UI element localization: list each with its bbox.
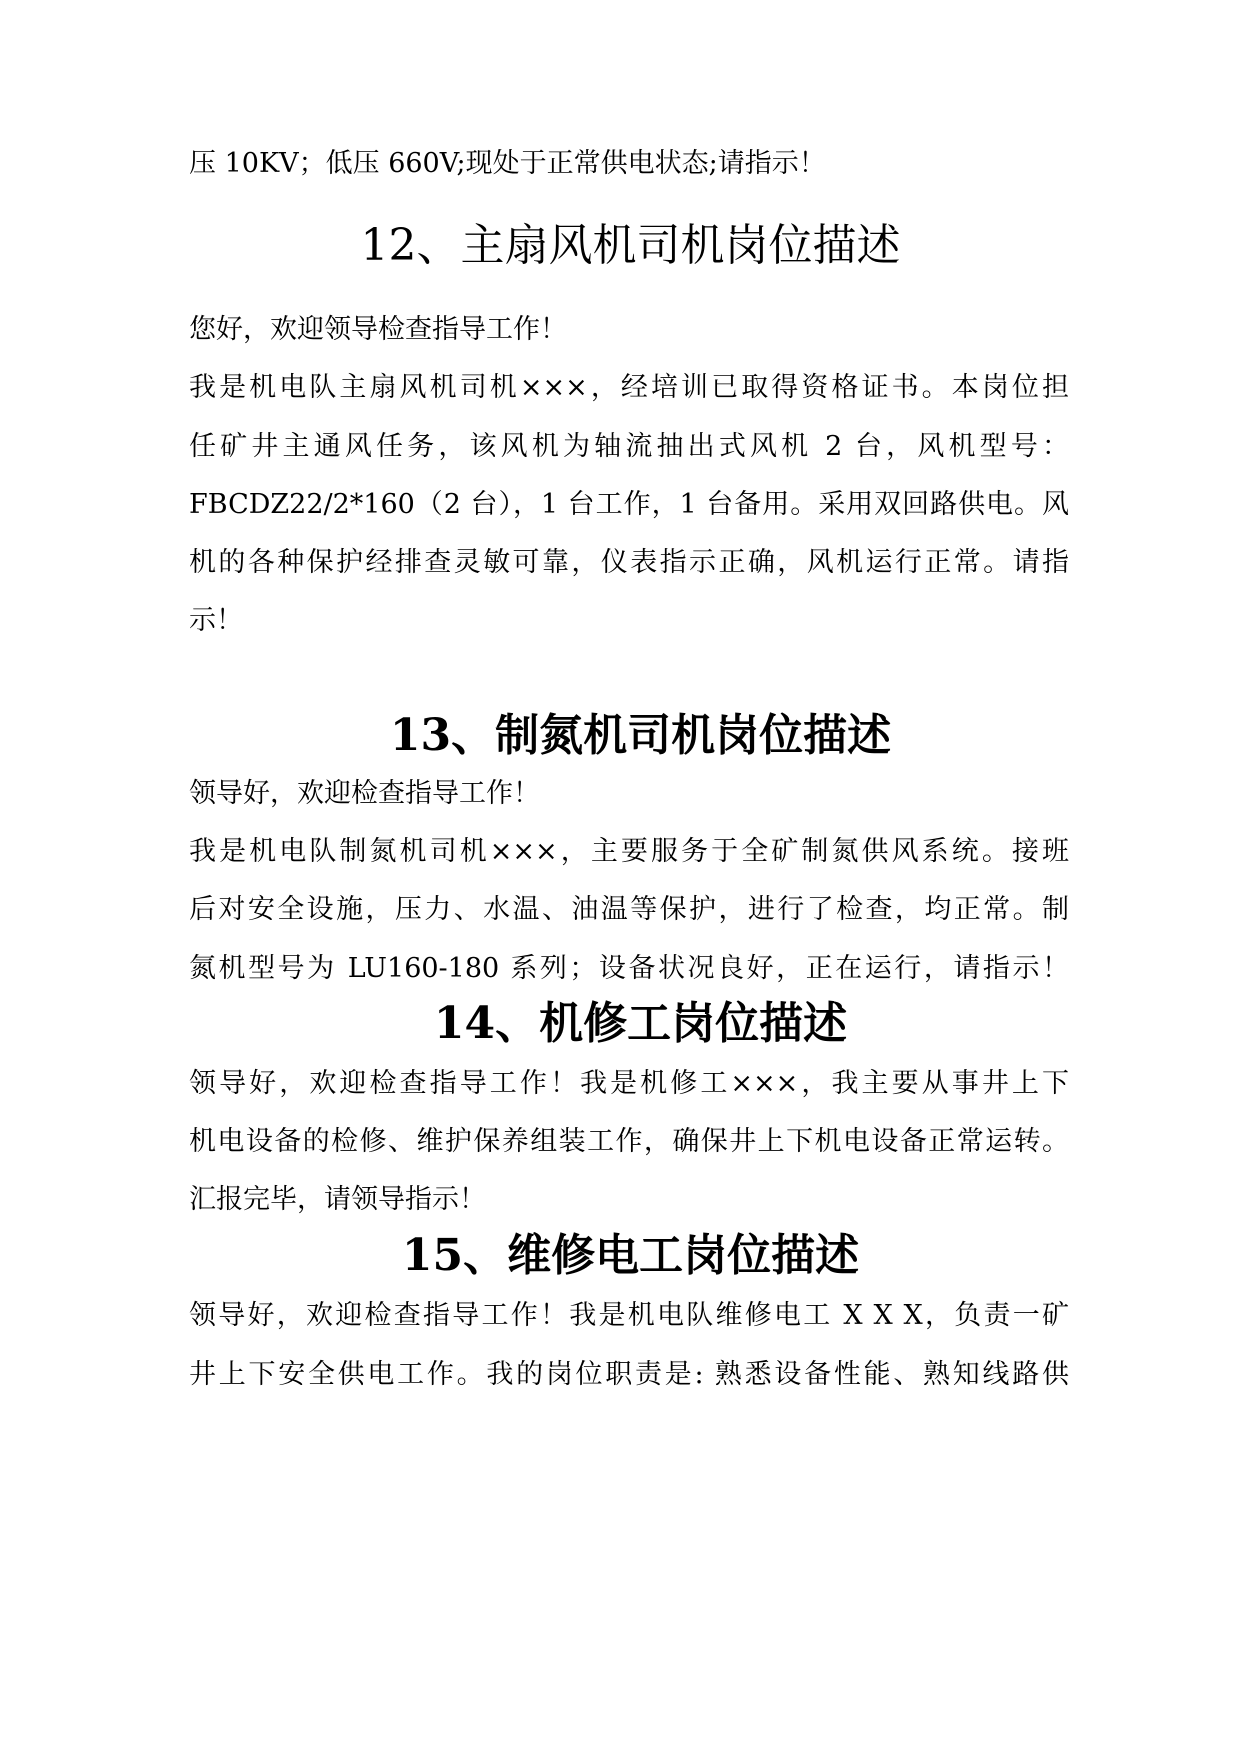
section-15-line-1: 领导好，欢迎检查指导工作！我是机电队维修电工 X X X，负责一矿 (189, 1300, 1069, 1331)
section-14-line-1: 领导好，欢迎检查指导工作！我是机修工×××，我主要从事井上下 (189, 1068, 1069, 1099)
section-13-line-3: 氮机型号为 LU160-180 系列；设备状况良好，正在运行，请指示！ (189, 953, 1069, 984)
section-12-greeting: 您好，欢迎领导检查指导工作！ (189, 314, 567, 345)
section-12-line-2: 任矿井主通风任务，该风机为轴流抽出式风机 2 台，风机型号： (189, 431, 1069, 462)
section-12-heading: 12、主扇风机司机岗位描述 (360, 220, 901, 271)
section-14-line-3: 汇报完毕，请领导指示！ (189, 1184, 486, 1215)
section-12-line-5: 示！ (189, 605, 243, 636)
section-12-line-4: 机的各种保护经排查灵敏可靠，仪表指示正确，风机运行正常。请指 (189, 547, 1069, 578)
section-12-line-3: FBCDZ22/2*160（2 台），1 台工作，1 台备用。采用双回路供电。风 (189, 489, 1069, 520)
intro-line-1: 压 10KV；低压 660V;现处于正常供电状态;请指示！ (189, 148, 826, 179)
section-14-line-2: 机电设备的检修、维护保养组装工作，确保井上下机电设备正常运转。 (189, 1126, 1069, 1157)
section-12-line-1: 我是机电队主扇风机司机×××，经培训已取得资格证书。本岗位担 (189, 372, 1069, 403)
section-13-heading: 13、制氮机司机岗位描述 (389, 710, 892, 761)
section-13-line-1: 我是机电队制氮机司机×××，主要服务于全矿制氮供风系统。接班 (189, 836, 1069, 867)
section-15-line-2: 井上下安全供电工作。我的岗位职责是: 熟悉设备性能、熟知线路供 (189, 1359, 1069, 1390)
section-14-heading: 14、机修工岗位描述 (433, 998, 848, 1049)
section-15-heading: 15、维修电工岗位描述 (401, 1230, 860, 1281)
section-13-greeting: 领导好，欢迎检查指导工作！ (189, 778, 540, 809)
section-13-line-2: 后对安全设施，压力、水温、油温等保护，进行了检查，均正常。制 (189, 894, 1069, 925)
